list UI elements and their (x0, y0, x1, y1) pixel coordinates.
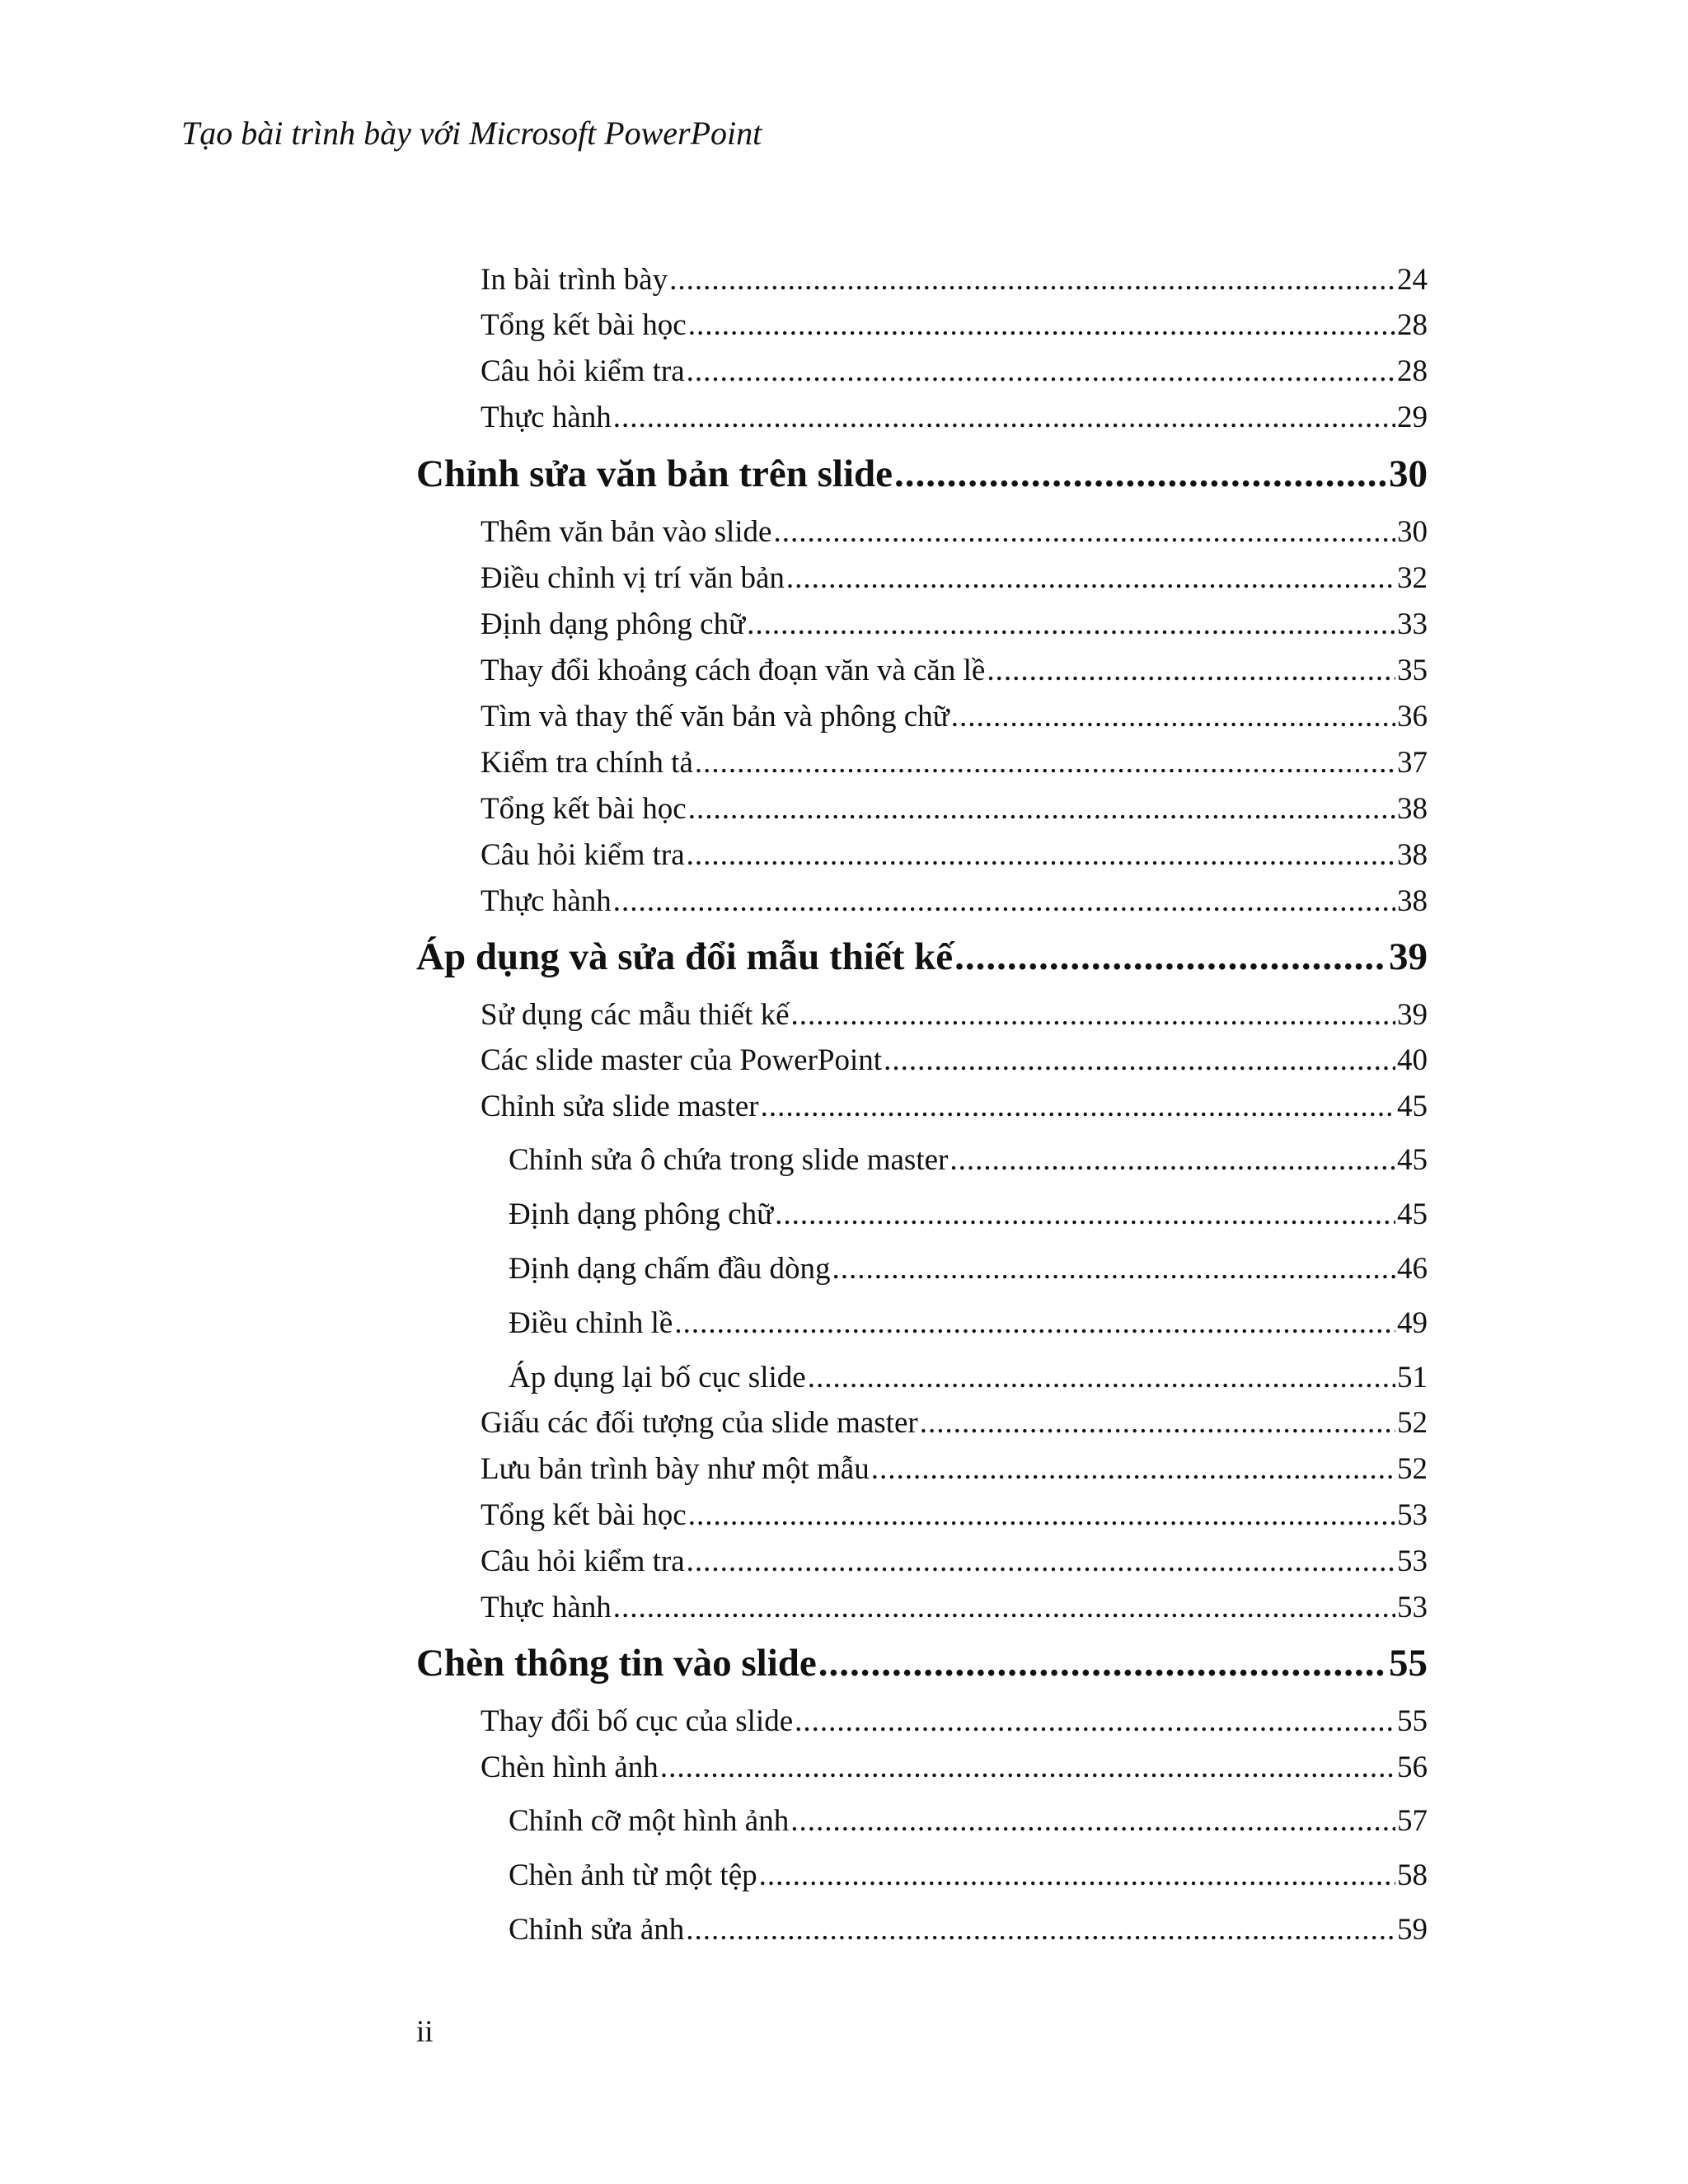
toc-dot-leader (688, 1497, 1395, 1534)
toc-entry-label: Các slide master của PowerPoint (481, 1043, 883, 1077)
toc-entry-page: 39 (1397, 998, 1428, 1032)
toc-entry-page: 30 (1389, 452, 1428, 495)
toc-entry-page: 53 (1397, 1591, 1428, 1624)
toc-entry-label: Câu hỏi kiểm tra (481, 354, 685, 388)
toc-entry-page: 55 (1397, 1704, 1428, 1738)
toc-entry-page: 40 (1397, 1043, 1428, 1077)
toc-entry[interactable] (509, 1360, 1428, 1396)
toc-chapter-entry[interactable] (416, 451, 1428, 497)
toc-entry[interactable] (481, 745, 1428, 781)
toc-dot-leader (790, 1803, 1395, 1840)
toc-entry-label: Điều chỉnh lề (509, 1306, 673, 1340)
toc-entry[interactable] (481, 1590, 1428, 1626)
toc-entry-label: Chỉnh cỡ một hình ảnh (509, 1804, 790, 1838)
toc-dot-leader (808, 1360, 1395, 1396)
toc-entry[interactable] (481, 1497, 1428, 1534)
toc-dot-leader (950, 1142, 1395, 1179)
toc-entry[interactable] (509, 1251, 1428, 1287)
toc-entry-page: 37 (1397, 746, 1428, 780)
toc-chapter-entry[interactable] (416, 934, 1428, 980)
toc-dot-leader (786, 560, 1395, 597)
toc-entry[interactable] (481, 1451, 1428, 1488)
toc-dot-leader (687, 354, 1395, 390)
toc-entry[interactable] (481, 1043, 1428, 1079)
toc-entry-label: Thay đổi bố cục của slide (481, 1704, 794, 1738)
toc-entry-label: Tổng kết bài học (481, 308, 687, 342)
toc-entry[interactable] (481, 837, 1428, 874)
toc-dot-leader (613, 883, 1395, 920)
toc-dot-leader (795, 1704, 1395, 1740)
toc-dot-leader (791, 997, 1395, 1033)
toc-entry-page: 30 (1397, 515, 1428, 549)
toc-entry-page: 58 (1397, 1858, 1428, 1892)
toc-entry[interactable] (481, 653, 1428, 689)
toc-dot-leader (687, 1544, 1395, 1580)
toc-entry[interactable] (481, 1405, 1428, 1441)
toc-entry-page: 57 (1397, 1804, 1428, 1838)
toc-entry-page: 33 (1397, 607, 1428, 641)
toc-dot-leader (987, 653, 1395, 689)
toc-entry[interactable] (509, 1305, 1428, 1342)
toc-entry-label: Chỉnh sửa slide master (481, 1090, 759, 1123)
toc-dot-leader (687, 837, 1395, 874)
toc-entry-page: 46 (1397, 1252, 1428, 1286)
toc-dot-leader (832, 1251, 1395, 1287)
toc-entry[interactable] (481, 560, 1428, 597)
toc-dot-leader (747, 607, 1395, 643)
toc-entry-label: Giấu các đối tượng của slide master (481, 1406, 918, 1440)
toc-dot-leader (688, 791, 1395, 827)
toc-entry-label: Thay đổi khoảng cách đoạn văn và căn lề (481, 654, 986, 687)
toc-entry[interactable] (481, 400, 1428, 436)
toc-entry-label: Câu hỏi kiểm tra (481, 1544, 685, 1578)
toc-dot-leader (613, 1590, 1395, 1626)
toc-entry-label: Định dạng phông chữ (509, 1197, 774, 1231)
toc-entry[interactable] (481, 607, 1428, 643)
toc-entry-label: Sử dụng các mẫu thiết kế (481, 998, 790, 1032)
toc-entry[interactable] (481, 1089, 1428, 1125)
toc-entry-label: Chỉnh sửa văn bản trên slide (416, 452, 893, 495)
toc-dot-leader (920, 1405, 1395, 1441)
page-number: ii (416, 2015, 434, 2049)
toc-dot-leader (773, 514, 1395, 551)
toc-entry-label: Chỉnh sửa ảnh (509, 1913, 685, 1947)
toc-entry-page: 32 (1397, 561, 1428, 595)
toc-entry-page: 24 (1397, 263, 1428, 297)
toc-entry-label: Định dạng phông chữ (481, 607, 746, 641)
toc-entry-page: 52 (1397, 1452, 1428, 1486)
toc-dot-leader (660, 1750, 1395, 1786)
toc-entry[interactable] (481, 354, 1428, 390)
toc-entry[interactable] (509, 1142, 1428, 1179)
toc-entry-page: 38 (1397, 884, 1428, 918)
running-header: Tạo bài trình bày với Microsoft PowerPoint (181, 115, 762, 152)
toc-entry-label: Chèn hình ảnh (481, 1750, 659, 1784)
toc-dot-leader (951, 699, 1395, 735)
toc-dot-leader (761, 1089, 1395, 1125)
toc-entry[interactable] (481, 262, 1428, 298)
toc-entry[interactable] (509, 1803, 1428, 1840)
toc-dot-leader (688, 307, 1395, 344)
toc-entry-page: 45 (1397, 1143, 1428, 1177)
toc-entry-page: 49 (1397, 1306, 1428, 1340)
toc-dot-leader (613, 400, 1395, 436)
toc-entry-label: Điều chỉnh vị trí văn bản (481, 561, 785, 595)
toc-entry-label: Tổng kết bài học (481, 792, 687, 826)
toc-entry-label: Áp dụng và sửa đổi mẫu thiết kế (416, 935, 954, 978)
toc-entry-page: 28 (1397, 354, 1428, 388)
toc-entry-label: Chỉnh sửa ô chứa trong slide master (509, 1143, 949, 1177)
toc-dot-leader (818, 1640, 1387, 1686)
toc-entry-label: Thực hành (481, 401, 612, 434)
toc-dot-leader (759, 1858, 1395, 1894)
toc-entry-label: Thực hành (481, 1591, 612, 1624)
toc-entry-label: Chèn ảnh từ một tệp (509, 1858, 757, 1892)
toc-entry-label: In bài trình bày (481, 263, 668, 297)
toc-entry-label: Thêm văn bản vào slide (481, 515, 772, 549)
toc-entry[interactable] (481, 883, 1428, 920)
toc-dot-leader (884, 1043, 1395, 1079)
toc-dot-leader (695, 745, 1395, 781)
toc-entry-label: Thực hành (481, 884, 612, 918)
toc-chapter-entry[interactable] (416, 1640, 1428, 1686)
toc-entry-page: 38 (1397, 792, 1428, 826)
toc-entry[interactable] (481, 997, 1428, 1033)
toc-entry-label: Chèn thông tin vào slide (416, 1642, 817, 1685)
toc-entry[interactable] (509, 1912, 1428, 1948)
toc-entry-page: 51 (1397, 1361, 1428, 1394)
toc-entry-page: 53 (1397, 1544, 1428, 1578)
toc-entry[interactable] (481, 307, 1428, 344)
toc-entry-label: Câu hỏi kiểm tra (481, 838, 685, 872)
toc-entry-page: 45 (1397, 1090, 1428, 1123)
toc-dot-leader (954, 934, 1387, 980)
toc-dot-leader (871, 1451, 1395, 1488)
toc-entry-page: 29 (1397, 401, 1428, 434)
toc-dot-leader (775, 1197, 1395, 1233)
toc-entry-page: 53 (1397, 1498, 1428, 1532)
toc-entry-page: 59 (1397, 1913, 1428, 1947)
toc-entry[interactable] (481, 1544, 1428, 1580)
toc-entry-page: 52 (1397, 1406, 1428, 1440)
toc-entry-label: Tìm và thay thế văn bản và phông chữ (481, 700, 950, 733)
toc-entry[interactable] (481, 791, 1428, 827)
toc-dot-leader (894, 451, 1387, 497)
toc-entry-label: Kiểm tra chính tả (481, 746, 693, 780)
toc-entry-page: 38 (1397, 838, 1428, 872)
toc-dot-leader (669, 262, 1395, 298)
toc-entry-page: 39 (1389, 935, 1428, 978)
toc-entry-label: Tổng kết bài học (481, 1498, 687, 1532)
toc-entry-page: 56 (1397, 1750, 1428, 1784)
toc-entry-label: Áp dụng lại bố cục slide (509, 1361, 806, 1394)
toc-entry-page: 55 (1389, 1642, 1428, 1685)
toc-dot-leader (686, 1912, 1395, 1948)
toc-entry-page: 28 (1397, 308, 1428, 342)
toc-entry[interactable] (509, 1197, 1428, 1233)
toc-entry-page: 36 (1397, 700, 1428, 733)
toc-entry[interactable] (481, 1704, 1428, 1740)
toc-dot-leader (674, 1305, 1395, 1342)
toc-entry-page: 35 (1397, 654, 1428, 687)
toc-entry[interactable] (509, 1858, 1428, 1894)
toc-entry-label: Định dạng chấm đầu dòng (509, 1252, 831, 1286)
toc-entry-page: 45 (1397, 1197, 1428, 1231)
toc-entry[interactable] (481, 514, 1428, 551)
toc-entry-label: Lưu bản trình bày như một mẫu (481, 1452, 870, 1486)
toc-entry[interactable] (481, 699, 1428, 735)
toc-entry[interactable] (481, 1750, 1428, 1786)
